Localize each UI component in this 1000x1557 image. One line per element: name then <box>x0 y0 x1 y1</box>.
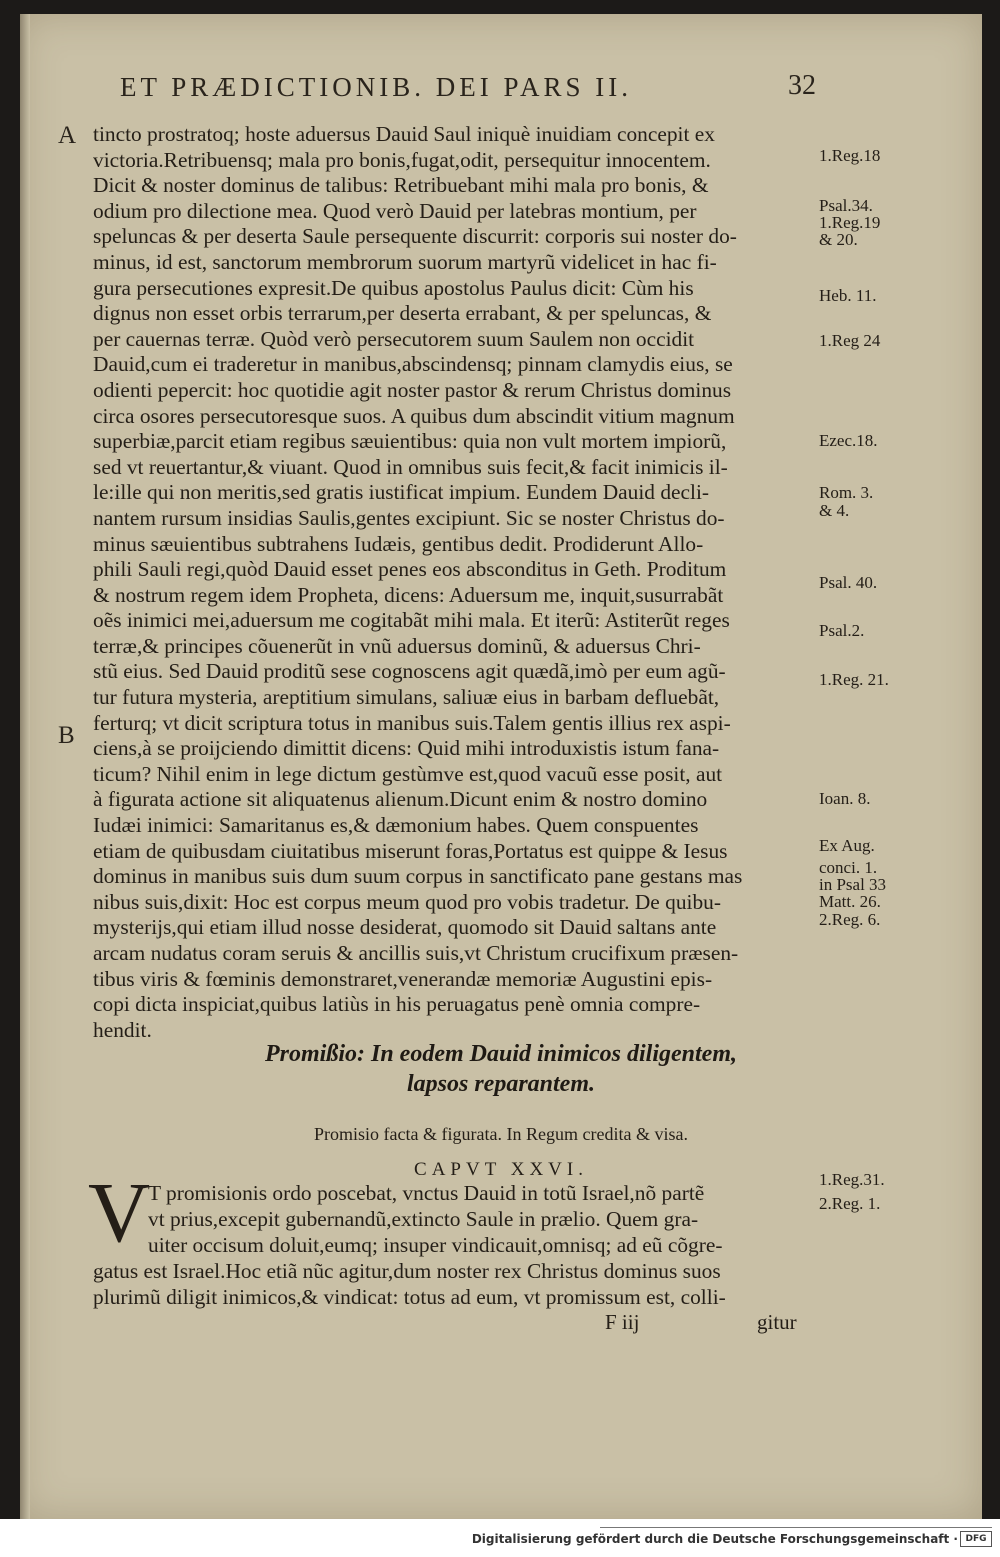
margin-note: 1.Reg.18 <box>819 146 881 165</box>
text-line: minus sæuientibus subtrahens Iudæis, gentibus dedit. Prodiderunt Allo- <box>93 531 704 556</box>
chapter-subtitle: Promisio facta & figurata. In Regum credita & visa. <box>314 1124 688 1144</box>
margin-note: 1.Reg.19 <box>819 213 881 232</box>
text-line: tur futura mysteria, areptitium simulans, saliuæ eius in barbam defluebãt, <box>93 685 720 710</box>
text-line: nantem rursum insidias Saulis,gentes excipiunt. Sic se noster Christus do- <box>93 505 725 530</box>
margin-note: 1.Reg 24 <box>819 331 881 350</box>
text-line: T promisionis ordo poscebat, vnctus Dauid in totũ Israel,nõ partẽ <box>148 1181 705 1205</box>
book-page <box>20 14 982 1519</box>
text-line: Dauid,cum ei traderetur in manibus,abscindensq; pinnam clamydis eius, se <box>93 352 733 377</box>
footer-rule <box>600 1527 992 1528</box>
chapter-number: CAPVT XXVI. <box>414 1159 588 1180</box>
text-line: victoria.Retribuensq; mala pro bonis,fugat,odit, persequitur innocentem. <box>93 147 711 172</box>
text-line: terræ,& principes cõuenerũt in vnũ aduersus dominũ, & aduersus Chri- <box>93 633 701 658</box>
text-line: gura persecutiones expresit.De quibus apostolus Paulus dicit: Cùm his <box>93 275 694 300</box>
section-mark-a: A <box>58 122 77 149</box>
text-line: uiter occisum doluit,eumq; insuper vindicauit,omnisq; ad eũ cõgre- <box>148 1233 723 1257</box>
text-line: copi dicta inspiciat,quibus latiùs in his peruagatus penè omnia compre- <box>93 992 701 1017</box>
margin-note: 1.Reg. 21. <box>819 670 889 689</box>
dfg-logo: DFG <box>960 1531 992 1547</box>
text-line: speluncas & per deserta Saule persequente discurrit: corporis sui noster do- <box>93 224 737 249</box>
catchword: gitur <box>757 1310 797 1334</box>
margin-note: Rom. 3. <box>819 483 874 502</box>
text-line: per cauernas terræ. Quòd verò persecutorem suum Saulem non occidit <box>93 326 695 351</box>
promissio-heading-line1: Promißio: In eodem Dauid inimicos diligentem, <box>264 1041 737 1067</box>
text-line: sed vt reuertantur,& viuant. Quod in omnibus suis fecit,& facit inimicis il- <box>93 454 728 479</box>
text-line: le:ille qui non meritis,sed gratis iustificat impium. Eundem Dauid decli- <box>93 480 710 505</box>
text-line: odienti pepercit: hoc quotidie agit noster pastor & rerum Christus dominus <box>93 377 732 402</box>
margin-note: Psal.34. <box>819 196 873 215</box>
text-line: gatus est Israel.Hoc etiã nũc agitur,dum noster rex Christus dominus suos <box>93 1259 721 1283</box>
page-gutter <box>20 14 30 1519</box>
text-line: & nostrum regem idem Propheta, dicens: Aduersum me, inquit,susurrabãt <box>93 582 724 607</box>
drop-cap-initial: V <box>88 1164 151 1260</box>
text-line: Iudæi inimici: Samaritanus es,& dæmonium habes. Quem conspuentes <box>93 813 699 838</box>
margin-note: Heb. 11. <box>819 286 877 305</box>
text-line: superbiæ,parcit etiam regibus sæuientibus: quia non vult mortem impiorũ, <box>93 429 727 454</box>
margin-note: Ezec.18. <box>819 431 878 450</box>
text-line: tibus viris & fœminis demonstraret,venerandæ memoriæ Augustini epis- <box>93 966 713 991</box>
text-line: nibus suis,dixit: Hoc est corpus meum quod pro vobis tradetur. De quibu- <box>93 889 721 914</box>
text-line: dominus in manibus suis dum suum corpus in sanctificato pane gestans mas <box>93 864 743 889</box>
promissio-heading-line2: lapsos reparantem. <box>406 1071 595 1097</box>
text-line: minus, id est, sanctorum membrorum suorum martyrũ videlicet in hac fi- <box>93 249 717 274</box>
margin-note: conci. 1. <box>819 858 878 877</box>
running-title: ET PRÆDICTIONIB. DEI PARS II. <box>120 72 633 102</box>
chapter-text <box>93 1180 813 1310</box>
text-line: ciens,à se proijciendo dimittit dicens: Quid mihi introduxistis istum fana- <box>93 736 720 761</box>
body-text <box>93 122 815 1043</box>
text-line: dignus non esset orbis terrarum,per deserta errabant, & per speluncas, & <box>93 301 712 326</box>
margin-note: in Psal 33 <box>819 875 887 894</box>
text-line: plurimũ diligit inimicos,& vindicat: totus ad eum, vt promissum est, colli- <box>93 1285 726 1309</box>
text-line: stũ eius. Sed Dauid proditũ sese cognoscens agit quædã,imò per eum agũ- <box>93 659 726 684</box>
text-line: arcam nudatus coram seruis & ancillis suis,vt Christum crucifixum præsen- <box>93 941 739 965</box>
margin-note: Ex Aug. <box>819 836 875 855</box>
margin-note: 2.Reg. 1. <box>819 1194 881 1213</box>
digitization-footer <box>0 1519 1000 1557</box>
text-line: mysterijs,qui etiam illud nosse desiderat, quomodo sit Dauid saltans ante <box>93 915 717 940</box>
margin-note: Matt. 26. <box>819 892 881 911</box>
text-line: phili Sauli regi,quòd Dauid esset penes eos absconditus in Geth. Proditum <box>93 557 727 582</box>
text-line: circa osores persecutoresque suos. A quibus dum abscindit vitium magnum <box>93 403 735 428</box>
text-line: etiam de quibusdam ciuitatibus miserunt foras,Portatus est quippe & Iesus <box>93 838 728 863</box>
footer-credit: Digitalisierung gefördert durch die Deutsche Forschungsgemeinschaft · <box>471 1532 958 1546</box>
text-line: oẽs inimici mei,aduersum me cogitabãt mihi mala. Et iterũ: Astiterũt reges <box>93 608 730 633</box>
signature-mark: F iij <box>605 1310 640 1334</box>
text-line: à figurata actione sit aliquatenus alienum.Dicunt enim & nostro domino <box>93 787 708 812</box>
margin-note: & 20. <box>819 230 858 249</box>
section-mark-b: B <box>58 722 75 749</box>
text-line: ticum? Nihil enim in lege dictum gestùmve est,quod vacuũ esse posit, aut <box>93 761 723 786</box>
text-line: hendit. <box>93 1017 152 1042</box>
margin-note: Psal. 40. <box>819 573 878 592</box>
text-line: odium pro dilectione mea. Quod verò Dauid per latebras montium, per <box>93 198 697 223</box>
folio-number: 32 <box>788 70 816 101</box>
text-line: vt prius,excepit gubernandũ,extincto Saule in prælio. Quem gra- <box>148 1207 699 1231</box>
margin-note: Ioan. 8. <box>819 789 871 808</box>
margin-note: Psal.2. <box>819 621 865 640</box>
margin-note: 1.Reg.31. <box>819 1170 885 1189</box>
text-line: Dicit & noster dominus de talibus: Retribuebant mihi mala pro bonis, & <box>93 173 709 198</box>
text-line: tincto prostratoq; hoste aduersus Dauid Saul iniquè inuidiam concepit ex <box>93 122 715 146</box>
margin-note: & 4. <box>819 501 850 520</box>
margin-note: 2.Reg. 6. <box>819 910 881 929</box>
text-line: ferturq; vt dicit scriptura totus in manibus suis.Talem gentis illius rex aspi- <box>93 710 731 735</box>
